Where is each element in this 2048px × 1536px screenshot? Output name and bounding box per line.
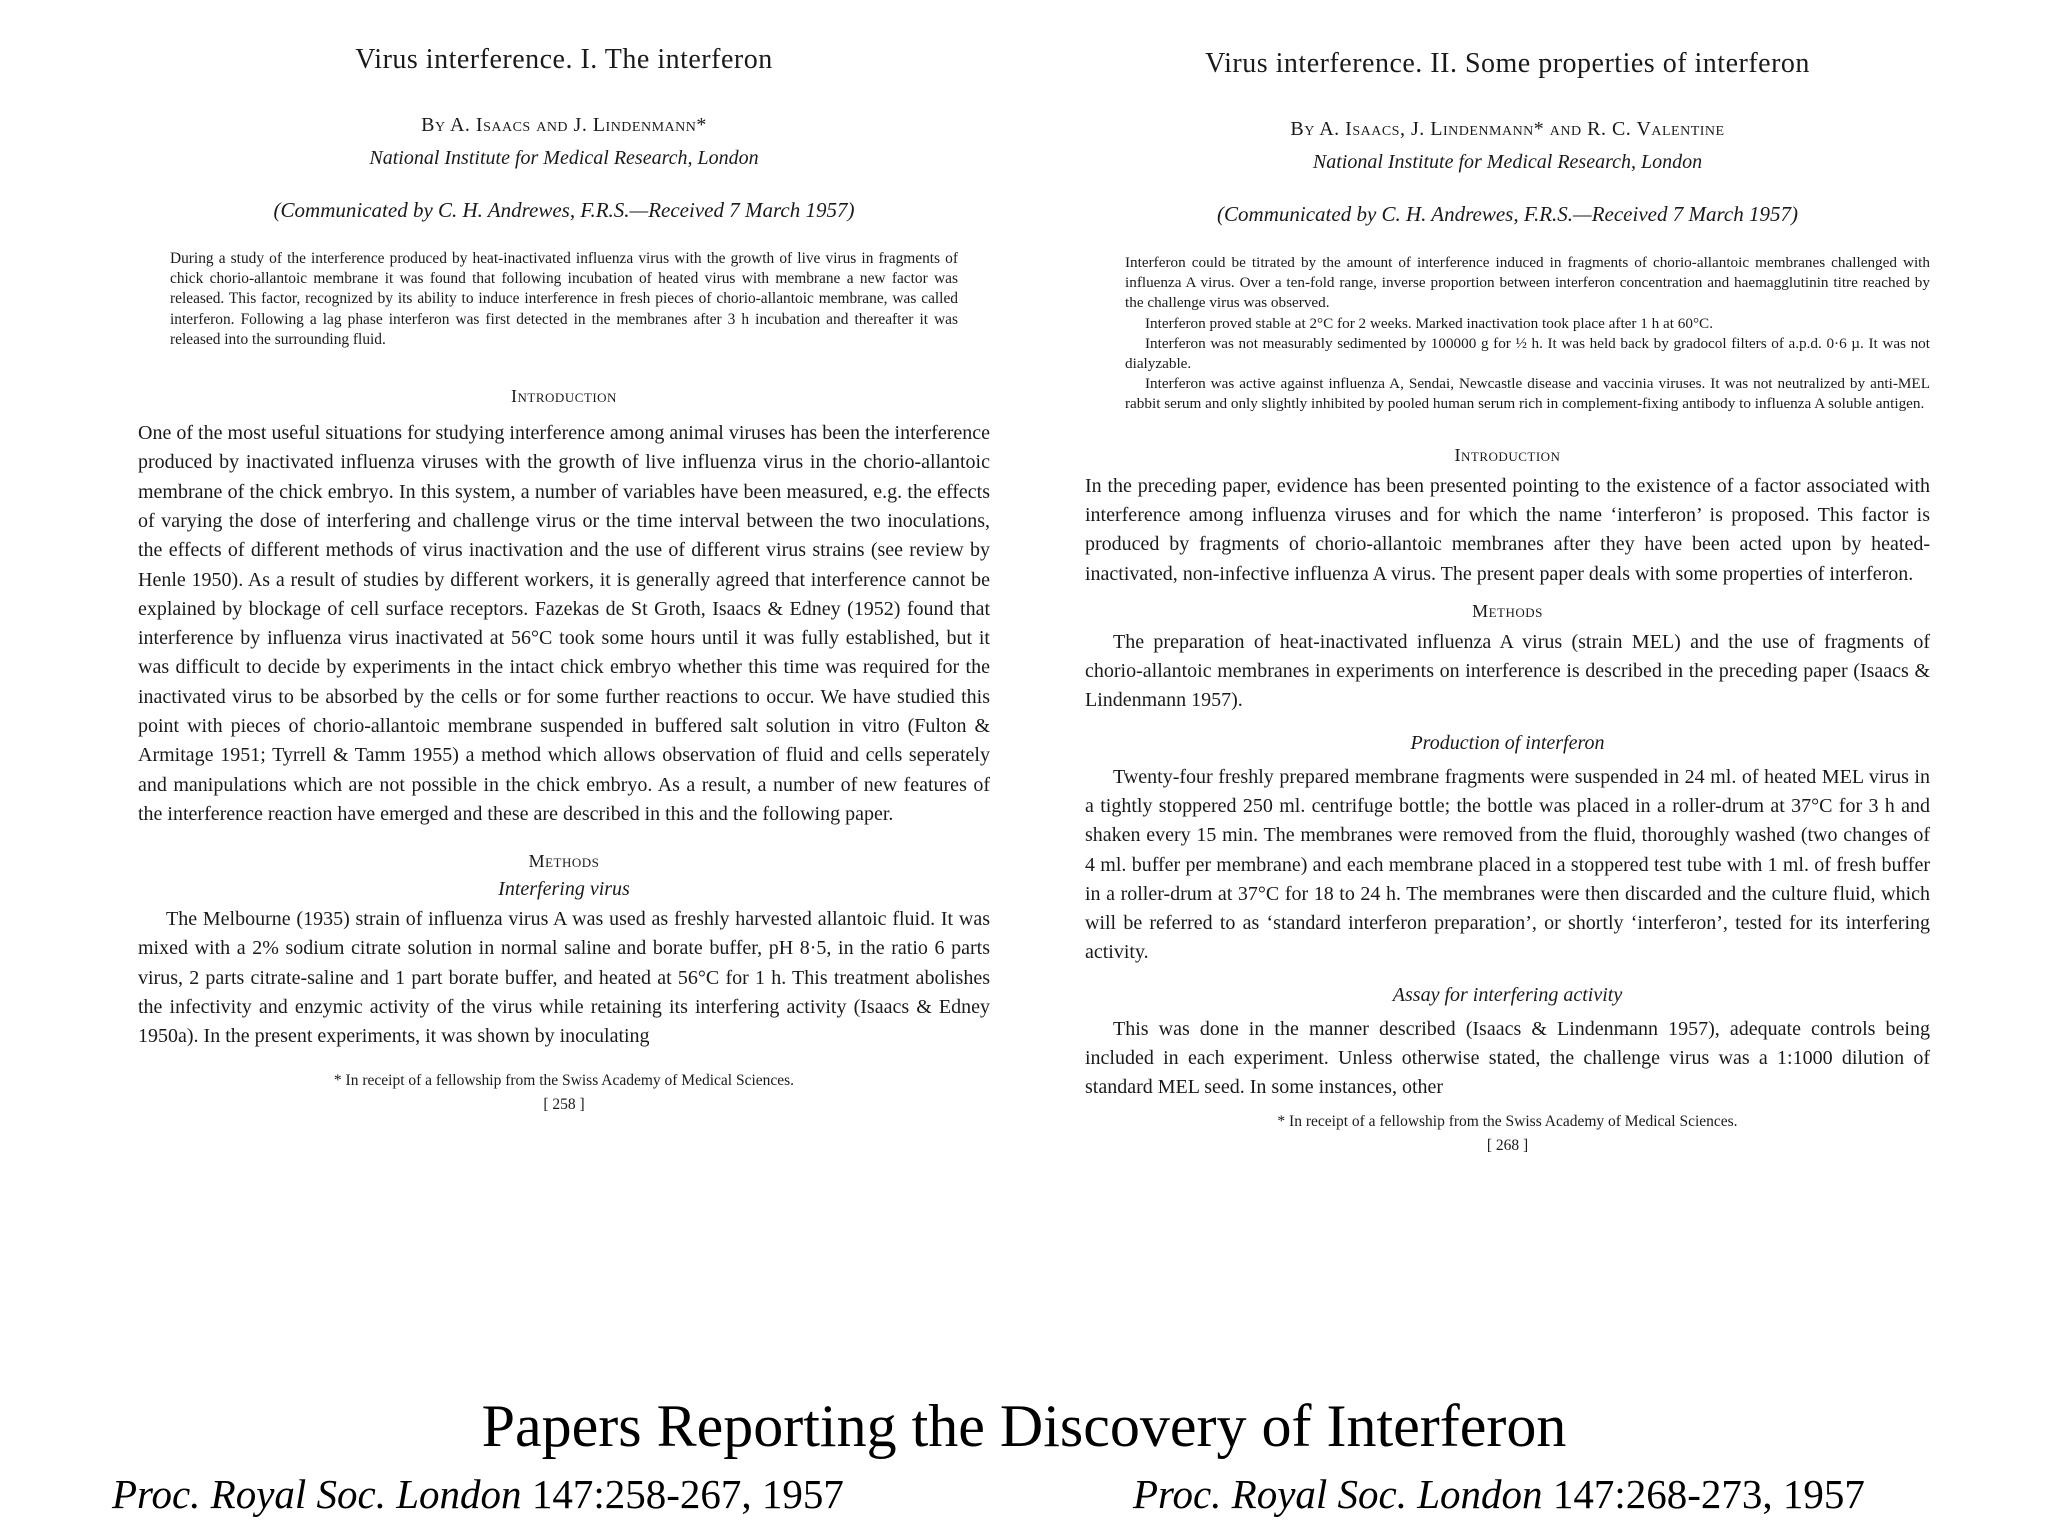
paper-page-right — [1085, 0, 1930, 1155]
citation-journal: Proc. Royal Soc. London — [112, 1471, 522, 1517]
citation-left — [112, 1470, 844, 1518]
paper-communicated-line: (Communicated by C. H. Andrewes, F.R.S.—Received 7 March 1957) — [1217, 202, 1798, 226]
methods-heading: Methods — [1472, 600, 1543, 621]
abstract-paragraph: Interferon was active against influenza A, Sendai, Newcastle disease and vaccinia viruses. It was not neutralized by anti-MEL rabbit serum and only slightly inhibited by pooled human serum rich in complement-fixing antibody to influenza A soluble antigen. — [1125, 375, 1930, 413]
introduction-heading: Introduction — [1454, 444, 1561, 465]
paper-title: Virus interference. II. Some properties of interferon — [1205, 48, 1810, 79]
assay-text: This was done in the manner described (Isaacs & Lindenmann 1957), adequate controls being included in each experiment. Unless otherwise stated, the challenge virus was a 1:1000 dilution of standard MEL seed. In some instances, other — [1085, 1017, 1930, 1099]
production-subheading: Production of interferon — [1410, 731, 1605, 754]
assay-subheading: Assay for interfering activity — [1392, 983, 1623, 1006]
interfering-virus-subheading: Interfering virus — [498, 878, 630, 901]
citation-details: 147:268-273, 1957 — [1542, 1471, 1865, 1517]
abstract-paragraph: Interferon proved stable at 2°C for 2 weeks. Marked inactivation took place after 1 h at 60°C. — [1145, 314, 1713, 332]
paper-institute: National Institute for Medical Research, London — [1312, 151, 1703, 173]
introduction-text: One of the most useful situations for studying interference among animal viruses has been the interference produced by inactivated influenza viruses with the growth of live influenza virus in the chorio-allantoic membrane of the chick embryo. In this system, a number of variables have been measured, e.g. the effects of varying the dose of interfering and challenge virus or the time interval between the two inoculations, the effects of different methods of virus inactivation and the use of different virus strains (see review by Henle 1950). As a result of studies by different workers, it is generally agreed that interference cannot be explained by blockage of cell surface receptors. Fazekas de St Groth, Isaacs & Edney (1952) found that interference by influenza virus inactivated at 56°C took some hours until it was fully established, but it was difficult to decide by experiments in the intact chick embryo whether this time was required for the inactivated virus to be absorbed by the cells or for some further reactions to occur. We have studied this point with pieces of chorio-allantoic membrane suspended in buffered salt solution in vitro (Fulton & Armitage 1951; Tyrrell & Tamm 1955) a method which allows observation of fluid and cells seperately and manipulations which are not possible in the chick embryo. As a result, a number of new features of the interference reaction have emerged and these are described in this and the following paper. — [138, 422, 990, 825]
page-number: [ 258 ] — [543, 1095, 585, 1113]
abstract-paragraph: During a study of the interference produced by heat-inactivated influenza virus with the growth of live virus in fragments of chick chorio-allantoic membrane it was found that following incubation of heated virus with membrane a new factor was released. This factor, recognized by its ability to induce interference in fresh pieces of chorio-allantoic membrane, was called interferon. Following a lag phase interferon was first detected in the membranes after 3 h incubation and thereafter it was released into the surrounding fluid. — [170, 250, 958, 348]
abstract-paragraph: Interferon was not measurably sedimented by 100000 g for ½ h. It was held back by gradocol filters of a.p.d. 0·6 µ. It was not dialyzable. — [1125, 334, 1930, 373]
citation-journal: Proc. Royal Soc. London — [1133, 1471, 1543, 1517]
introduction-heading: Introduction — [511, 386, 617, 407]
methods-text: The Melbourne (1935) strain of influenza virus A was used as freshly harvested allantoic fluid. It was mixed with a 2% sodium citrate solution in normal saline and borate buffer, pH 8·5, in the ratio 6 parts virus, 2 parts citrate-saline and 1 part borate buffer, and heated at 56°C for 1 h. This treatment abolishes the infectivity and enzymic activity of the virus while retaining its interfering activity (Isaacs & Edney 1950a). In the present experiments, it was shown by inoculating — [138, 908, 990, 1048]
paper-institute: National Institute for Medical Research, London — [369, 147, 759, 169]
paper-authors: By A. Isaacs, J. Lindenmann* and R. C. Valentine — [1290, 118, 1725, 140]
paper-authors: By A. Isaacs and J. Lindenmann* — [421, 114, 707, 136]
methods-heading: Methods — [528, 851, 600, 872]
citation-right — [1133, 1470, 1865, 1518]
paper-communicated-line: (Communicated by C. H. Andrewes, F.R.S.—Received 7 March 1957) — [273, 198, 855, 222]
footnote: * In receipt of a fellowship from the Swiss Academy of Medical Sciences. — [1277, 1112, 1738, 1130]
paper-title: Virus interference. I. The interferon — [355, 44, 773, 75]
paper-page-left — [138, 0, 990, 1114]
paper-abstract — [138, 249, 990, 350]
abstract-paragraph: Interferon could be titrated by the amount of interference induced in fragments of chorio-allantoic membranes challenged with influenza A virus. Over a ten-fold range, inverse proportion between interferon concentration and haemagglutinin titre reached by the challenge virus was observed. — [1125, 254, 1930, 312]
methods-text: The preparation of heat-inactivated influenza A virus (strain MEL) and the use of fragments of chorio-allantoic membranes in experiments on interference is described in the preceding paper (Isaacs & Lindenmann 1957). — [1085, 630, 1930, 712]
paper-abstract — [1085, 253, 1930, 415]
footnote: * In receipt of a fellowship from the Swiss Academy of Medical Sciences. — [333, 1071, 795, 1089]
page-number: [ 268 ] — [1486, 1136, 1529, 1154]
production-text: Twenty-four freshly prepared membrane fragments were suspended in 24 ml. of heated MEL virus in a tightly stoppered 250 ml. centrifuge bottle; the bottle was placed in a roller-drum at 37°C for 3 h and shaken every 15 min. The membranes were removed from the fluid, thoroughly washed (two changes of 4 ml. buffer per membrane) and each membrane placed in a stoppered test tube with 1 ml. of fresh buffer in a roller-drum at 37°C for 18 to 24 h. The membranes were then discarded and the culture fluid, which will be referred to as ‘standard interferon preparation’, or shortly ‘interferon’, tested for its interfering activity. — [1085, 765, 1930, 964]
citation-details: 147:258-267, 1957 — [521, 1471, 844, 1517]
slide-caption: Papers Reporting the Discovery of Interferon — [481, 1393, 1567, 1459]
introduction-text: In the preceding paper, evidence has been presented pointing to the existence of a factor associated with interference among influenza viruses and for which the name ‘interferon’ is proposed. This factor is produced by fragments of chorio-allantoic membranes after they have been acted upon by heated-inactivated, non-infective influenza A virus. The present paper deals with some properties of interferon. — [1085, 474, 1930, 585]
